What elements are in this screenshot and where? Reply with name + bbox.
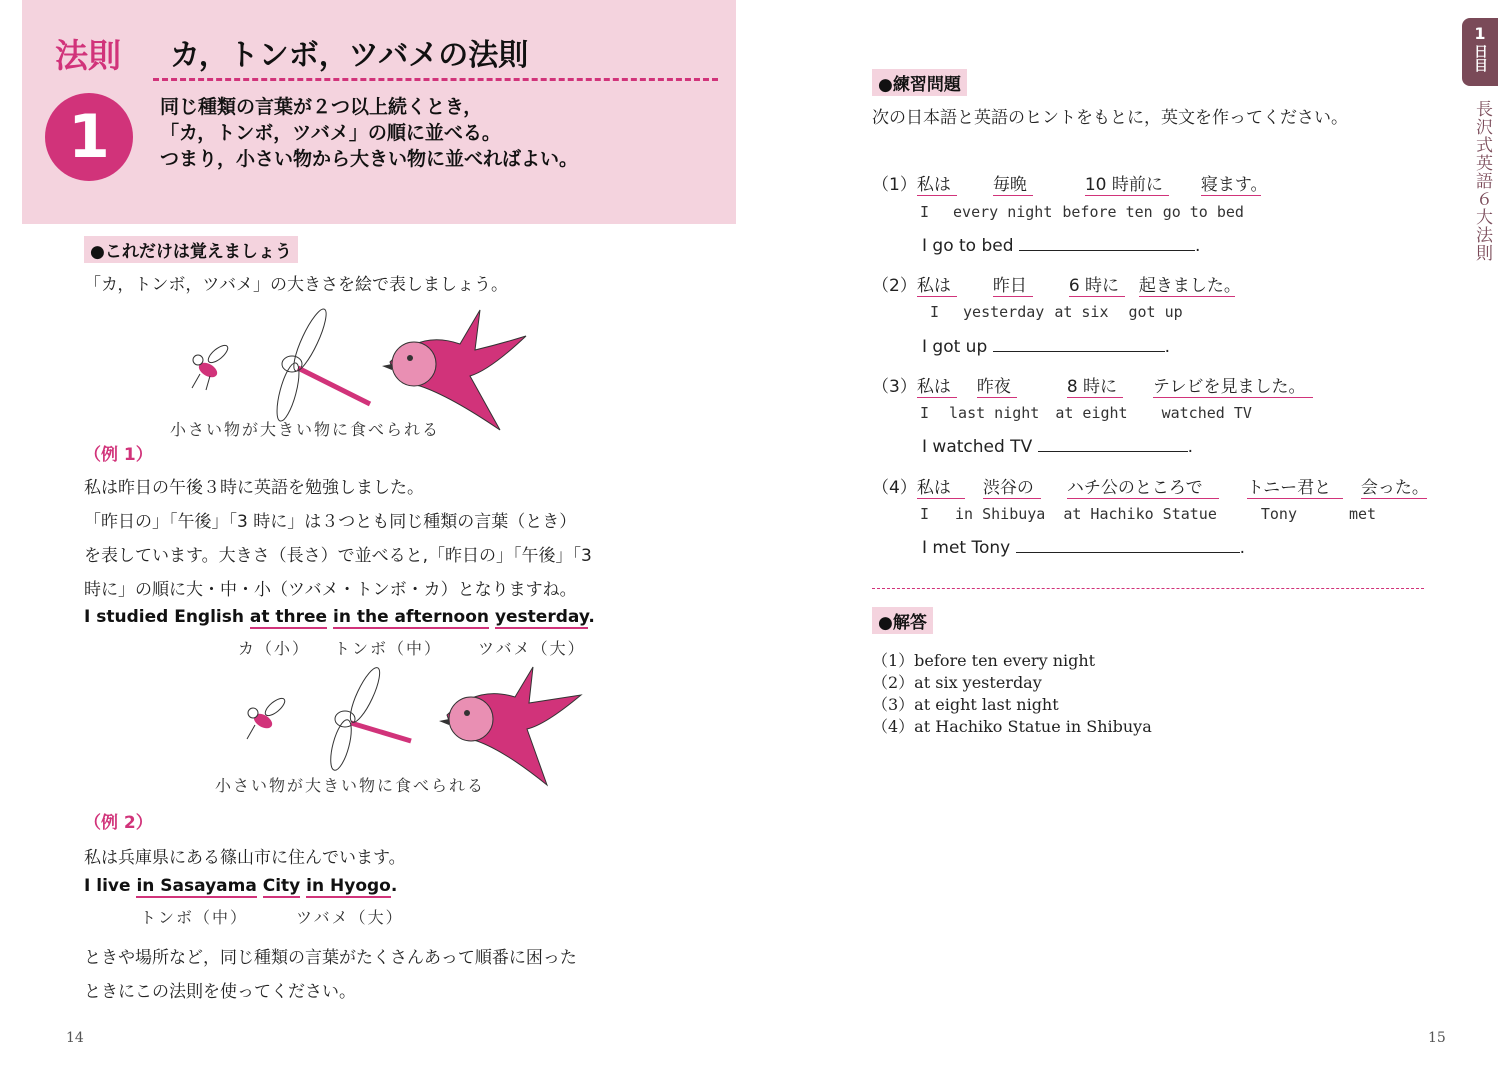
dashed-divider (153, 78, 718, 81)
swallow-icon (439, 667, 581, 785)
hint-2: I yesterday at six got up (930, 303, 1183, 321)
answer-blank[interactable] (1019, 236, 1195, 251)
answer-item: （3）at eight last night (872, 695, 1059, 714)
page-number-right: 15 (1428, 1030, 1446, 1046)
rule-line: つまり，小さい物から大きい物に並べればよい。 (160, 148, 579, 170)
hint-1: I every night before ten go to bed (920, 203, 1244, 221)
size-illustration-2 (215, 665, 595, 800)
question-2: （2）私は 昨日 6 時に 起きました。 (872, 271, 1235, 297)
question-1: （1）私は 毎晩 10 時前に 寝ます。 (872, 170, 1261, 196)
section-label-memorize: ●これだけは覚えましょう (84, 236, 298, 263)
answer-blank[interactable] (993, 337, 1165, 352)
example1-label: （例 1） (84, 445, 153, 465)
rule-word: 法則 (55, 36, 121, 75)
hand-label: トンボ（中） (334, 639, 443, 658)
vertical-book-title: 長沢式英語６大法則 (1472, 100, 1492, 262)
hint-3: I last night at eight watched TV (920, 404, 1252, 422)
question-3: （3）私は 昨夜 8 時に テレビを見ました。 (872, 372, 1313, 398)
answer-prompt-4: I met Tony . (922, 538, 1246, 558)
answer-item: （1）before ten every night (872, 651, 1096, 670)
example2-jp: 私は兵庫県にある篠山市に住んでいます。 (84, 848, 406, 868)
dragonfly-icon (273, 306, 370, 423)
size-illustration (170, 300, 550, 440)
day-tab-number: 1 (1474, 24, 1486, 43)
mosquito-icon (192, 342, 230, 390)
answer-item: （4）at Hachiko Statue in Shibuya (872, 717, 1152, 736)
answer-blank[interactable] (1016, 538, 1240, 553)
answer-divider (872, 588, 1424, 589)
answer-blank[interactable] (1038, 437, 1188, 452)
closing-text: ときや場所など，同じ種類の言葉がたくさんあって順番に困った (84, 948, 577, 968)
answer-prompt-3: I watched TV . (922, 437, 1194, 457)
answer-prompt-1: I go to bed . (922, 236, 1201, 256)
question-4: （4）私は 渋谷の ハチ公のところで トニー君と 会った。 (872, 473, 1427, 499)
example1-jp: 私は昨日の午後３時に英語を勉強しました。 (84, 478, 424, 498)
dragonfly-icon (327, 665, 411, 772)
hand-label: トンボ（中） (140, 908, 249, 927)
practice-instruction: 次の日本語と英語のヒントをもとに，英文を作ってください。 (872, 108, 1348, 128)
hint-4: I in Shibuya at Hachiko Statue Tony met (920, 505, 1377, 523)
intro-text: 「カ，トンボ，ツバメ」の大きさを絵で表しましょう。 (84, 275, 508, 295)
answer-item: （2）at six yesterday (872, 673, 1042, 692)
example1-explain: を表しています。大きさ（長さ）で並べると,「昨日の」「午後」「3 (84, 546, 592, 566)
answer-prompt-2: I got up . (922, 337, 1171, 357)
rule-number-badge: 1 (45, 93, 133, 181)
illustration-caption: 小さい物が大きい物に食べられる (170, 420, 441, 439)
example2-english: I live in Sasayama City in Hyogo. (84, 876, 398, 896)
example1-explain: 「昨日の」「午後」「3 時に」は３つとも同じ種類の言葉（とき） (84, 512, 577, 532)
page-number-left: 14 (66, 1030, 84, 1046)
closing-text: ときにこの法則を使ってください。 (84, 982, 356, 1002)
rule-line: 「カ，トンボ，ツバメ」の順に並べる。 (160, 122, 501, 144)
day-tab-label: 日目 (1472, 44, 1488, 72)
example1-english: I studied English at three in the afternoon yesterday. (84, 607, 595, 627)
rule-line: 同じ種類の言葉が２つ以上続くとき， (160, 96, 483, 118)
swallow-icon (382, 310, 526, 430)
example1-explain: 時に」の順に大・中・小（ツバメ・トンボ・カ）となりますね。 (84, 580, 577, 600)
section-label-answers: ●解答 (872, 607, 933, 634)
example2-label: （例 2） (84, 813, 153, 833)
day-tab (1462, 18, 1498, 86)
hand-label: カ（小） (238, 639, 311, 658)
mosquito-icon (247, 695, 287, 739)
illustration-caption: 小さい物が大きい物に食べられる (215, 776, 486, 795)
section-label-practice: ●練習問題 (872, 69, 967, 96)
rule-title: カ，トンボ，ツバメの法則 (170, 38, 529, 73)
hand-label: ツバメ（大） (478, 639, 586, 658)
hand-label: ツバメ（大） (296, 908, 404, 927)
